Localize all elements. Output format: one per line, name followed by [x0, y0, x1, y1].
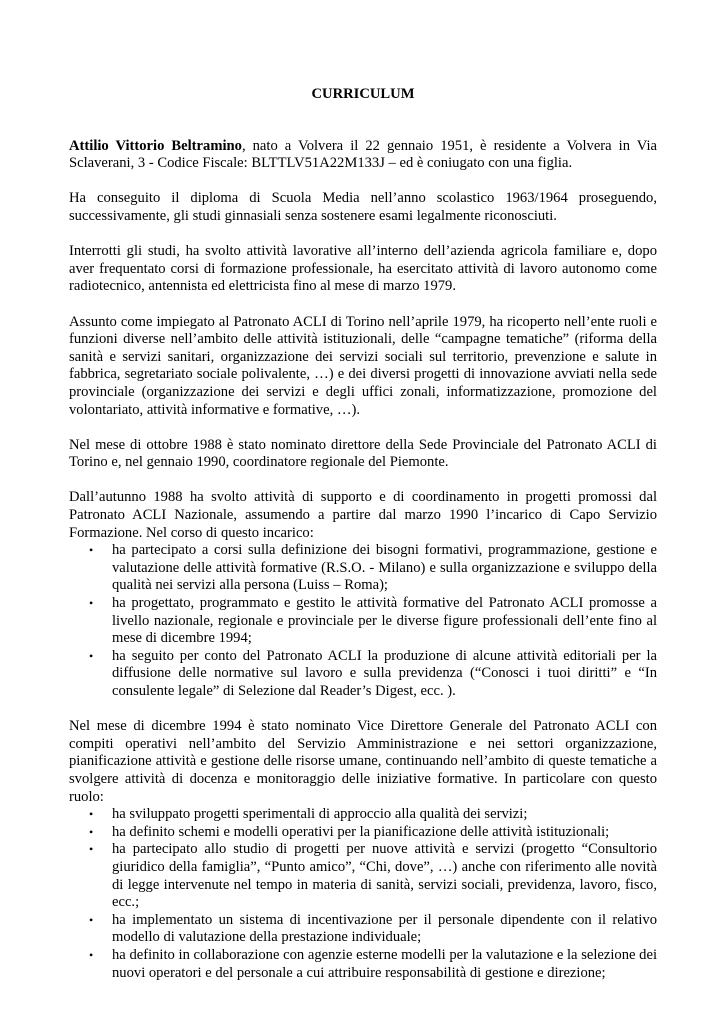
- list-item: [69, 912, 657, 947]
- paragraph-director: Nel mese di ottobre 1988 è stato nominato direttore della Sede Provinciale del Patronato ACLI di Torino e, nel gennaio 1990, coordinatore regionale del Piemonte.: [69, 436, 657, 471]
- paragraph-early-work: Interrotti gli studi, ha svolto attività lavorative all’interno dell’azienda agricola familiare e, dopo aver frequentato corsi di formazione professionale, ha esercitato attività di lavoro autonomo come radiotecnico, antennista ed elettricista fino al mese di marzo 1979.: [69, 243, 657, 295]
- bullet-icon: •: [89, 824, 94, 839]
- list-item-text: ha partecipato allo studio di progetti per nuove attività e servizi (progetto “Consultorio giuridico della famiglia”, “Punto amico”, “Chi, dove”, …) anche con riferimento alle novità di legge intervenute nel tempo in materia di sanità, servizi sociali, previdenza, lavoro, fisco, ecc.;: [112, 841, 657, 911]
- bullet-icon: •: [89, 842, 94, 857]
- list-item: [69, 824, 657, 842]
- paragraph-acli-hiring: Assunto come impiegato al Patronato ACLI di Torino nell’aprile 1979, ha ricoperto nell’ente ruoli e funzioni diverse nell’ambito delle attività istituzionali, delle “campagne tematiche” (riforma della sanità e servizi sanitari, organizzazione dei servizi sociali sul territorio, prevenzione e salute in fabbrica, segretariato sociale polivalente, …) e dei diversi progetti di innovazione avviati nella sede provinciale (organizzazione dei servizi e degli uffici zonali, informatizzazione, promozione del volontariato, attività informative e formative, …).: [69, 313, 657, 418]
- document-page: [69, 86, 657, 1000]
- paragraph-education: Ha conseguito il diploma di Scuola Media nell’anno scolastico 1963/1964 proseguendo, successivamente, gli studi ginnasiali senza sostenere esami legalmente riconosciuti.: [69, 190, 657, 224]
- bullet-icon: •: [89, 947, 94, 962]
- list-item-text: ha seguito per conto del Patronato ACLI la produzione di alcune attività editoriali per la diffusione delle normative sul lavoro e sulla previdenza (“Conosci i tuoi diritti” e “In consulente legale” di Selezione dal Reader’s Digest, ecc. ).: [112, 647, 657, 699]
- list-item: [69, 947, 657, 982]
- section2-bullet-list: [69, 806, 657, 982]
- list-item: [69, 648, 657, 701]
- list-item: [69, 542, 657, 595]
- bullet-icon: •: [89, 543, 94, 558]
- list-item: [69, 841, 657, 911]
- list-item: [69, 595, 657, 648]
- list-item-text: ha definito in collaborazione con agenzie esterne modelli per la valutazione e la selezione dei nuovi operatori e del personale a cui attribuire responsabilità di gestione e direzione;: [112, 946, 657, 981]
- list-item-text: ha partecipato a corsi sulla definizione dei bisogni formativi, programmazione, gestione e valutazione delle attività formative (R.S.O. - Milano) e sulla organizzazione e sviluppo della qualità nei servizi alla persona (Luiss – Roma);: [112, 542, 657, 594]
- bullet-icon: •: [89, 596, 94, 611]
- bullet-icon: •: [89, 648, 94, 663]
- intro-text: , nato a Volvera il 22 gennaio 1951, è residente a Volvera in Via Sclaverani, 3 - Codice Fiscale: BLTTLV51A22M133J – ed è coniugato con una figlia.: [69, 137, 657, 172]
- list-item: [69, 806, 657, 824]
- intro-paragraph: [69, 138, 657, 173]
- list-item-text: ha sviluppato progetti sperimentali di approccio alla qualità dei servizi;: [112, 806, 528, 823]
- section2-lead: Nel mese di dicembre 1994 è stato nominato Vice Direttore Generale del Patronato ACLI con compiti operativi nell’ambito del Servizio Amministrazione e nei settori organizzazione, pianificazione attività e gestione delle risorse umane, continuando nell’ambito di queste tematiche a svolgere attività di docenza e monitoraggio delle iniziative formative. In particolare con questo ruolo:: [69, 718, 657, 805]
- document-title: CURRICULUM: [311, 86, 415, 102]
- list-item-text: ha definito schemi e modelli operativi per la pianificazione delle attività istituzionali;: [112, 823, 610, 840]
- bullet-icon: •: [89, 912, 94, 927]
- list-item-text: ha progettato, programmato e gestito le attività formative del Patronato ACLI promosse a livello nazionale, regionale e provinciale per le diverse figure professionali dell’ente fino al mese di dicembre 1994;: [112, 595, 657, 647]
- section1-lead: Dall’autunno 1988 ha svolto attività di supporto e di coordinamento in progetti promossi dal Patronato ACLI Nazionale, assumendo a partire dal marzo 1990 l’incarico di Capo Servizio Formazione. Nel corso di questo incarico:: [69, 489, 657, 541]
- bullet-icon: •: [89, 807, 94, 822]
- person-name: Attilio Vittorio Beltramino: [69, 137, 242, 154]
- section1-bullet-list: [69, 542, 657, 700]
- list-item-text: ha implementato un sistema di incentivazione per il personale dipendente con il relativo modello di valutazione della prestazione individuale;: [112, 911, 657, 946]
